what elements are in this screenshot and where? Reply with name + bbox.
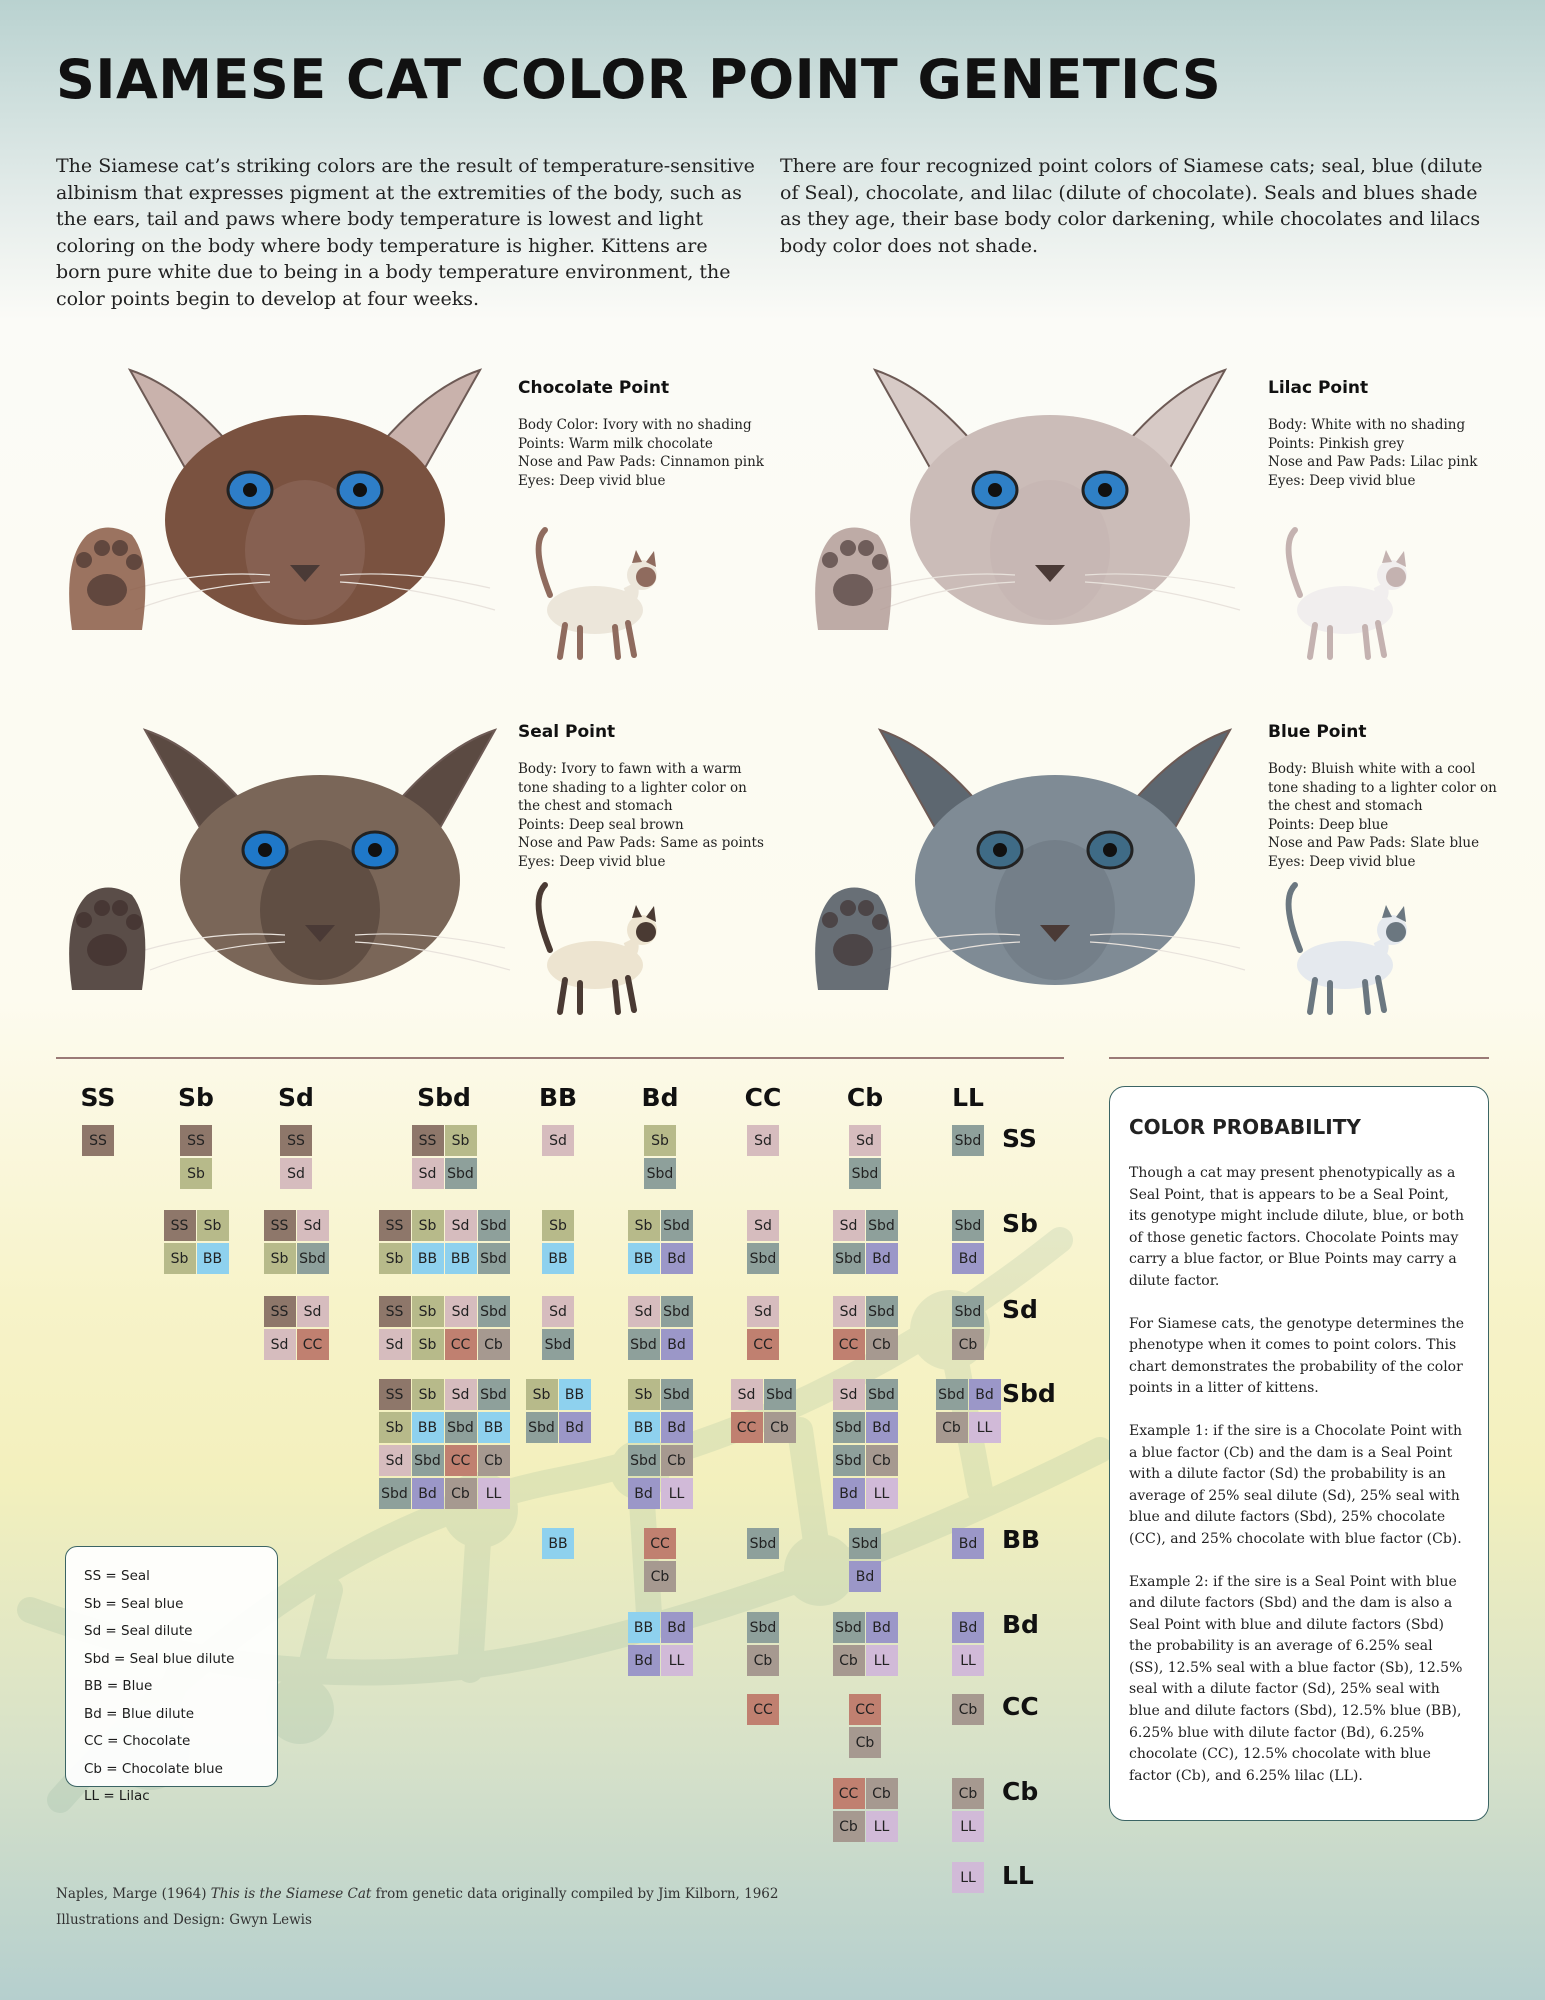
genotype-cell: Sbd	[445, 1412, 477, 1443]
probability-paragraph: Though a cat may present phenotypically as a Seal Point, that is appears to be a Seal Point, its genotype might include dilute, blue, or both of those genetic factors. Chocolate Points may carry a blue factor, or Blue Points may carry a dilute factor.	[1129, 1165, 1464, 1289]
genotype-cell: SS	[379, 1296, 411, 1327]
genotype-cell: BB	[542, 1243, 574, 1274]
probability-paragraph: Example 1: if the sire is a Chocolate Point with a blue factor (Cb) and the dam is a Seal Point with a dilute factor (Sd) the probability is an average of 25% seal dilute (Sd), 25% seal with blue and dilute factors (Sbd), 25% chocolate (CC), and 25% chocolate with blue factor (Cb).	[1129, 1422, 1463, 1547]
genotype-cell: SS	[180, 1125, 212, 1156]
trait-line: Nose and Paw Pads: Slate blue	[1268, 835, 1480, 851]
chocolate-point-paw-illustration	[62, 520, 152, 640]
genotype-cell: Sd	[379, 1445, 411, 1476]
column-header: Sb	[178, 1083, 214, 1112]
seal-point-face-illustration	[125, 720, 525, 990]
genotype-cell: Cb	[661, 1445, 693, 1476]
genotype-cell: Sd	[747, 1210, 779, 1241]
genotype-cell: Sb	[412, 1296, 444, 1327]
probability-paragraph: For Siamese cats, the genotype determines the phenotype when it comes to point colors. This chart demonstrates the probability of the color points in a litter of kittens.	[1129, 1315, 1465, 1397]
genotype-cell: Sb	[445, 1125, 477, 1156]
blue-point-full-body-illustration	[1270, 880, 1420, 1020]
legend-entry: Cb = Chocolate blue	[84, 1760, 223, 1777]
genotype-cell: SS	[82, 1125, 114, 1156]
cat-variety-traits	[518, 760, 764, 871]
row-header: Sbd	[1002, 1379, 1056, 1408]
genotype-cell: Sbd	[445, 1158, 477, 1189]
genotype-cell: Cb	[644, 1561, 676, 1592]
genotype-cell: Sd	[379, 1329, 411, 1360]
chocolate-point-description	[518, 378, 764, 490]
cat-variety-traits	[518, 416, 764, 490]
genotype-cell: Bd	[628, 1478, 660, 1509]
genotype-cell: Sbd	[833, 1612, 865, 1643]
trait-line: Points: Warm milk chocolate	[518, 435, 713, 452]
genotype-cell: CC	[747, 1329, 779, 1360]
credits: Illustrations and Design: Gwyn Lewis	[56, 1912, 312, 1928]
genotype-cell: Cb	[866, 1329, 898, 1360]
genotype-cell: BB	[628, 1243, 660, 1274]
genotype-cell: Sbd	[661, 1296, 693, 1327]
genotype-cell: Bd	[412, 1478, 444, 1509]
genotype-cell: Cb	[747, 1645, 779, 1676]
column-header: CC	[744, 1083, 782, 1112]
genotype-cell: Sbd	[661, 1210, 693, 1241]
genotype-cell: CC	[849, 1694, 881, 1725]
probability-title: COLOR PROBABILITY	[1129, 1115, 1361, 1139]
genotype-cell: Cb	[866, 1778, 898, 1809]
intro-left-paragraph: The Siamese cat’s striking colors are the result of temperature-sensitive albinism that expresses pigment at the extremities of the body, such as the ears, tail and paws where body temperature is lowest and light coloring on the body where body temperature is higher. Kittens are born pure white due to being in a body temperature environment, the color points begin to develop at four weeks.	[56, 155, 755, 310]
genotype-cell: SS	[379, 1210, 411, 1241]
row-header: Bd	[1002, 1610, 1039, 1639]
genotype-cell: Bd	[661, 1412, 693, 1443]
genotype-cell: Sb	[164, 1243, 196, 1274]
genotype-cell: Bd	[661, 1329, 693, 1360]
column-header: Sd	[278, 1083, 314, 1112]
column-header: Sbd	[417, 1083, 471, 1112]
trait-line: Body: Ivory to fawn with a warm	[518, 761, 742, 777]
genotype-cell: SS	[280, 1125, 312, 1156]
genotype-cell: Sbd	[526, 1412, 558, 1443]
genotype-cell: Sd	[264, 1329, 296, 1360]
genotype-cell: Cb	[833, 1811, 865, 1842]
genotype-cell: Sbd	[866, 1210, 898, 1241]
column-header: BB	[538, 1083, 578, 1112]
genotype-cell: Sd	[542, 1296, 574, 1327]
trait-line: Eyes: Deep vivid blue	[1268, 472, 1416, 489]
genotype-cell: BB	[559, 1379, 591, 1410]
lilac-point-paw-illustration	[808, 520, 898, 640]
legend-entry: Sb = Seal blue	[84, 1595, 184, 1612]
genotype-cell: LL	[952, 1645, 984, 1676]
genotype-cell: Sd	[833, 1379, 865, 1410]
genotype-cell: Sbd	[849, 1528, 881, 1559]
genotype-cell: Sd	[849, 1125, 881, 1156]
genotype-cell: Bd	[952, 1612, 984, 1643]
row-header: Cb	[1002, 1777, 1039, 1806]
genotype-cell: BB	[478, 1412, 510, 1443]
genotype-cell: CC	[445, 1445, 477, 1476]
genotype-cell: LL	[952, 1862, 984, 1893]
genotype-cell: Sb	[264, 1243, 296, 1274]
row-header: CC	[1002, 1692, 1039, 1721]
genotype-cell: Sb	[628, 1210, 660, 1241]
genotype-cell: SS	[379, 1379, 411, 1410]
trait-line: Nose and Paw Pads: Lilac pink	[1268, 454, 1478, 470]
genotype-cell: Sbd	[297, 1243, 329, 1274]
genotype-cell: Sb	[542, 1210, 574, 1241]
trait-line: the chest and stomach	[518, 798, 673, 814]
legend-entry: CC = Chocolate	[84, 1733, 191, 1749]
genotype-cell: Sbd	[747, 1243, 779, 1274]
genotype-cell: Sbd	[478, 1210, 510, 1241]
genotype-cell: Sb	[412, 1210, 444, 1241]
genotype-legend	[65, 1546, 278, 1804]
genotype-cell: SS	[264, 1210, 296, 1241]
blue-point-face-illustration	[860, 720, 1260, 990]
genotype-cell: LL	[866, 1645, 898, 1676]
trait-line: Body: White with no shading	[1268, 417, 1466, 433]
citation-rest: from genetic data originally compiled by Jim Kilborn, 1962	[371, 1886, 779, 1902]
trait-line: Body: Bluish white with a cool	[1268, 761, 1476, 777]
genotype-cell: Cb	[833, 1645, 865, 1676]
genotype-cell: Sbd	[644, 1158, 676, 1189]
trait-line: Eyes: Deep vivid blue	[1268, 853, 1416, 870]
row-header: LL	[1002, 1861, 1034, 1890]
genotype-cell: Cb	[764, 1412, 796, 1443]
genotype-cell: CC	[747, 1694, 779, 1725]
trait-line: Body Color: Ivory with no shading	[518, 417, 752, 433]
genotype-cell: Cb	[445, 1478, 477, 1509]
lilac-point-full-body-illustration	[1270, 525, 1420, 665]
genotype-cell: Bd	[833, 1478, 865, 1509]
genotype-cell: Sd	[833, 1210, 865, 1241]
genotype-cell: Sb	[412, 1329, 444, 1360]
genotype-cell: LL	[952, 1811, 984, 1842]
legend-entry: SS = Seal	[84, 1568, 150, 1584]
genotype-cell: Sbd	[764, 1379, 796, 1410]
citation	[56, 1886, 778, 1902]
genotype-cell: Bd	[628, 1645, 660, 1676]
genotype-cell: LL	[661, 1645, 693, 1676]
color-probability-panel	[1109, 1086, 1489, 1821]
page-title: SIAMESE CAT COLOR POINT GENETICS	[56, 48, 1222, 111]
seal-point-description	[518, 722, 764, 871]
genotype-cell: Bd	[866, 1412, 898, 1443]
genotype-cell: Sbd	[952, 1296, 984, 1327]
legend-entry: Sbd = Seal blue dilute	[84, 1650, 235, 1667]
genotype-cell: Sd	[628, 1296, 660, 1327]
genotype-cell: Cb	[952, 1778, 984, 1809]
genotype-cell: Sb	[628, 1379, 660, 1410]
genotype-cell: Cb	[478, 1329, 510, 1360]
genotype-cell: Sbd	[747, 1528, 779, 1559]
genotype-cell: Cb	[478, 1445, 510, 1476]
trait-line: Points: Pinkish grey	[1268, 435, 1405, 452]
genotype-cell: Sb	[644, 1125, 676, 1156]
genotype-cell: Sd	[833, 1296, 865, 1327]
genotype-cell: Sd	[297, 1296, 329, 1327]
genotype-cell: SS	[264, 1296, 296, 1327]
trait-line: the chest and stomach	[1268, 798, 1423, 814]
row-header: Sb	[1002, 1209, 1038, 1238]
column-header: SS	[80, 1083, 116, 1112]
seal-point-full-body-illustration	[520, 880, 670, 1020]
genotype-cell: LL	[969, 1412, 1001, 1443]
seal-point-paw-illustration	[62, 880, 152, 1000]
genotype-cell: Sd	[542, 1125, 574, 1156]
genotype-cell: Sd	[747, 1296, 779, 1327]
genotype-cell: Bd	[661, 1612, 693, 1643]
genotype-cell: CC	[445, 1329, 477, 1360]
genotype-cell: Sb	[379, 1412, 411, 1443]
legend-entry: BB = Blue	[84, 1678, 153, 1694]
legend-entry: LL = Lilac	[84, 1788, 150, 1804]
genotype-cell: BB	[197, 1243, 229, 1274]
genotype-cell: SS	[412, 1125, 444, 1156]
genotype-cell: Sbd	[833, 1243, 865, 1274]
genotype-cell: Sd	[297, 1210, 329, 1241]
trait-line: tone shading to a lighter color on	[1268, 779, 1497, 796]
trait-line: Eyes: Deep vivid blue	[518, 472, 666, 489]
genotype-cell: LL	[478, 1478, 510, 1509]
genotype-cell: BB	[542, 1528, 574, 1559]
blue-point-paw-illustration	[808, 880, 898, 1000]
row-header: BB	[1002, 1525, 1041, 1554]
cat-variety-title: Blue Point	[1268, 722, 1367, 742]
table-divider-right	[1109, 1057, 1489, 1059]
genotype-cell: Sbd	[866, 1296, 898, 1327]
trait-line: Points: Deep blue	[1268, 816, 1389, 833]
genotype-cell: BB	[628, 1412, 660, 1443]
lilac-point-face-illustration	[855, 360, 1255, 630]
genotype-cell: Bd	[849, 1561, 881, 1592]
genotype-cell: Cb	[952, 1694, 984, 1725]
column-header: Bd	[641, 1083, 679, 1112]
genotype-cell: Sbd	[866, 1379, 898, 1410]
citation-book-title: This is the Siamese Cat	[210, 1886, 372, 1902]
genotype-cell: Sb	[180, 1158, 212, 1189]
genotype-cell: Bd	[661, 1243, 693, 1274]
cat-variety-title: Seal Point	[518, 722, 616, 742]
genotype-cell: BB	[445, 1243, 477, 1274]
probability-paragraph: Example 2: if the sire is a Seal Point with blue and dilute factors (Sbd) and the dam is also a Seal Point with blue and dilute factors (Sbd) the probability is an average of 6.25% seal (SS), 12.5% seal with a blue factor (Sb), 12.5% seal with a dilute factor (Sd), 25% seal with blue and dilute factors (Sbd), 12.5% blue (BB), 6.25% blue with dilute factor (Bd), 6.25% chocolate (CC), 12.5% chocolate with blue factor (Cb), and 6.25% lilac (LL).	[1129, 1573, 1463, 1784]
genotype-cell: Sb	[197, 1210, 229, 1241]
trait-line: Nose and Paw Pads: Cinnamon pink	[518, 454, 764, 470]
genotype-cell: Sbd	[412, 1445, 444, 1476]
lilac-point-description	[1268, 378, 1477, 490]
genotype-cell: CC	[731, 1412, 763, 1443]
chocolate-point-face-illustration	[110, 360, 510, 630]
genotype-cell: Sbd	[747, 1612, 779, 1643]
genotype-cell: Sbd	[478, 1296, 510, 1327]
genotype-cell: Sbd	[936, 1379, 968, 1410]
cat-variety-title: Chocolate Point	[518, 378, 670, 398]
table-divider-left	[56, 1057, 1064, 1059]
genotype-cell: BB	[628, 1612, 660, 1643]
row-header: Sd	[1002, 1295, 1038, 1324]
genotype-cell: Cb	[866, 1445, 898, 1476]
row-header: SS	[1002, 1124, 1037, 1153]
genotype-cell: LL	[866, 1478, 898, 1509]
genotype-cell: Sbd	[478, 1243, 510, 1274]
genotype-cell: CC	[833, 1778, 865, 1809]
genotype-cell: BB	[412, 1412, 444, 1443]
trait-line: Eyes: Deep vivid blue	[518, 853, 666, 870]
genotype-cell: Bd	[969, 1379, 1001, 1410]
genotype-cell: Sb	[526, 1379, 558, 1410]
genotype-cell: Sbd	[542, 1329, 574, 1360]
genotype-cell: Sbd	[952, 1125, 984, 1156]
genotype-cell: Sb	[379, 1243, 411, 1274]
genotype-cell: Sd	[412, 1158, 444, 1189]
genotype-cell: Cb	[936, 1412, 968, 1443]
genotype-cell: Bd	[866, 1243, 898, 1274]
trait-line: Points: Deep seal brown	[518, 816, 684, 833]
genotype-cell: Sbd	[379, 1478, 411, 1509]
genotype-cell: Sd	[445, 1379, 477, 1410]
genotype-cell: Bd	[866, 1612, 898, 1643]
legend-entry: Bd = Blue dilute	[84, 1705, 195, 1722]
genotype-cell: Sbd	[849, 1158, 881, 1189]
blue-point-description	[1268, 722, 1497, 871]
genotype-cell: Bd	[952, 1528, 984, 1559]
genotype-cell: Sd	[280, 1158, 312, 1189]
citation-author: Naples, Marge (1964)	[56, 1886, 211, 1902]
genotype-cell: CC	[833, 1329, 865, 1360]
cat-variety-traits	[1268, 760, 1497, 871]
legend-entry: Sd = Seal dilute	[84, 1623, 193, 1639]
genotype-cell: LL	[866, 1811, 898, 1842]
genotype-cell: Sbd	[661, 1379, 693, 1410]
cat-variety-traits	[1268, 416, 1477, 490]
genotype-cell: Sd	[747, 1125, 779, 1156]
genotype-cell: SS	[164, 1210, 196, 1241]
genotype-cell: Sbd	[833, 1445, 865, 1476]
genotype-cell: Sd	[445, 1296, 477, 1327]
genotype-cell: CC	[297, 1329, 329, 1360]
genotype-cell: Cb	[952, 1329, 984, 1360]
genotype-cell: Cb	[849, 1727, 881, 1758]
genotype-cell: CC	[644, 1528, 676, 1559]
genotype-cell: Sbd	[628, 1329, 660, 1360]
genotype-cell: Sbd	[628, 1445, 660, 1476]
column-header: Cb	[846, 1083, 884, 1112]
genotype-cell: Sbd	[952, 1210, 984, 1241]
genotype-cell: Sbd	[478, 1379, 510, 1410]
trait-line: tone shading to a lighter color on	[518, 779, 747, 796]
genotype-cell: LL	[661, 1478, 693, 1509]
cat-variety-title: Lilac Point	[1268, 378, 1369, 398]
trait-line: Nose and Paw Pads: Same as points	[518, 835, 764, 851]
genotype-cell: Bd	[952, 1243, 984, 1274]
genotype-cell: Bd	[559, 1412, 591, 1443]
genotype-cell: Sb	[412, 1379, 444, 1410]
chocolate-point-full-body-illustration	[520, 525, 670, 665]
genotype-cell: Sbd	[833, 1412, 865, 1443]
genotype-cell: Sd	[445, 1210, 477, 1241]
genotype-cell: Sd	[731, 1379, 763, 1410]
genotype-cell: BB	[412, 1243, 444, 1274]
column-header: LL	[952, 1083, 984, 1112]
intro-right-paragraph: There are four recognized point colors of Siamese cats; seal, blue (dilute of Seal), chocolate, and lilac (dilute of chocolate). Seals and blues shade as they age, their base body color darkening, while chocolates and lilacs body color does not shade.	[780, 155, 1483, 257]
